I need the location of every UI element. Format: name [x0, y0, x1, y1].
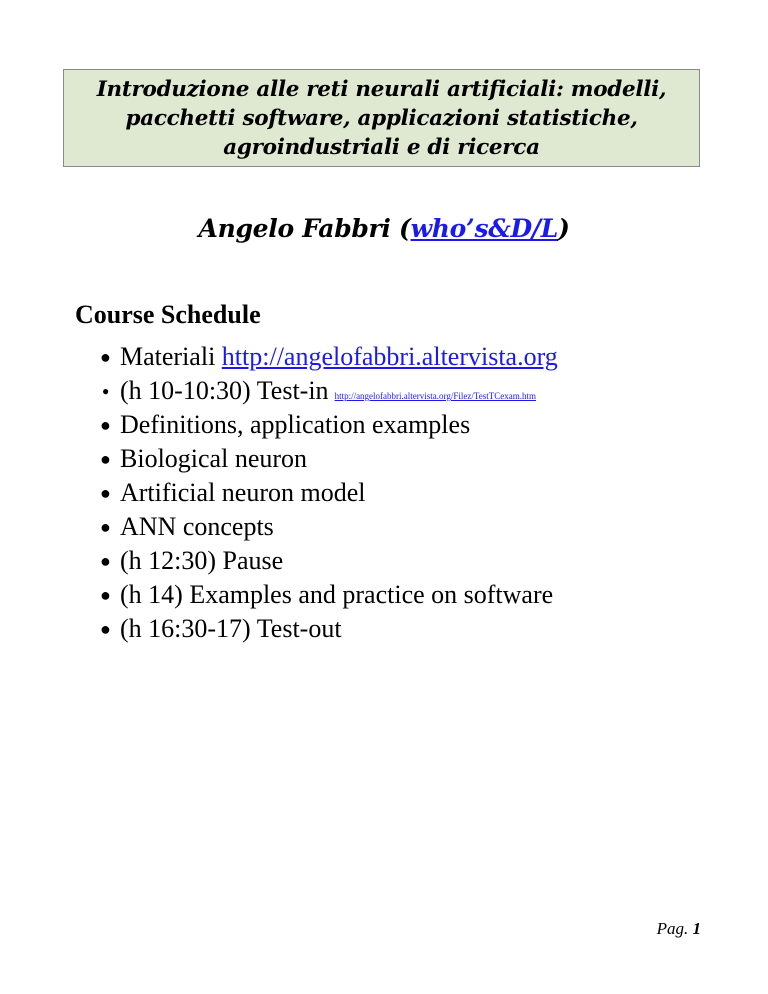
schedule-item-text: ANN concepts	[120, 512, 274, 541]
schedule-item-text: Artificial neuron model	[120, 478, 366, 507]
list-item	[98, 476, 558, 510]
author-close-paren: )	[557, 214, 570, 243]
bullet-icon: ●	[100, 449, 111, 469]
bullet-icon: ●	[100, 483, 111, 503]
title-line-2: pacchetti software, applicazioni statistiche,	[125, 105, 638, 131]
materials-label: Materiali	[120, 342, 222, 371]
testin-link[interactable]: http://angelofabbri.altervista.org/Filez/TestTCexam.htm	[334, 391, 536, 401]
schedule-item-text: Definitions, application examples	[120, 410, 471, 439]
page-number	[657, 919, 701, 939]
author-line	[0, 214, 768, 243]
bullet-icon: ●	[100, 347, 111, 367]
page-label: Pag.	[656, 919, 693, 938]
testin-label: (h 10-10:30) Test-in	[120, 376, 329, 405]
list-item	[98, 612, 558, 646]
list-item	[98, 578, 558, 612]
schedule-item-text: (h 14) Examples and practice on software	[120, 580, 554, 609]
schedule-item-text: (h 12:30) Pause	[120, 546, 284, 575]
bullet-icon: ●	[100, 415, 111, 435]
list-item	[98, 374, 558, 408]
bullet-icon: ●	[100, 517, 111, 537]
bullet-icon: ●	[102, 384, 110, 398]
schedule-heading: Course Schedule	[75, 300, 261, 329]
list-item	[98, 340, 558, 374]
list-item	[98, 510, 558, 544]
author-link[interactable]: who’s&D/L	[410, 214, 558, 243]
schedule-list	[98, 340, 558, 646]
author-name: Angelo Fabbri (	[198, 214, 411, 243]
list-item	[98, 544, 558, 578]
list-item	[98, 442, 558, 476]
schedule-item-text: (h 16:30-17) Test-out	[120, 614, 342, 643]
bullet-icon: ●	[100, 551, 111, 571]
title-line-3: agroindustriali e di ricerca	[223, 134, 540, 160]
page-number-value: 1	[692, 919, 701, 938]
materials-link[interactable]: http://angelofabbri.altervista.org	[221, 342, 558, 371]
schedule-item-text: Biological neuron	[120, 444, 308, 473]
title-box	[63, 69, 700, 167]
bullet-icon: ●	[100, 619, 111, 639]
bullet-icon: ●	[100, 585, 111, 605]
title-line-1: Introduzione alle reti neurali artificiali: modelli,	[96, 76, 667, 102]
list-item	[98, 408, 558, 442]
